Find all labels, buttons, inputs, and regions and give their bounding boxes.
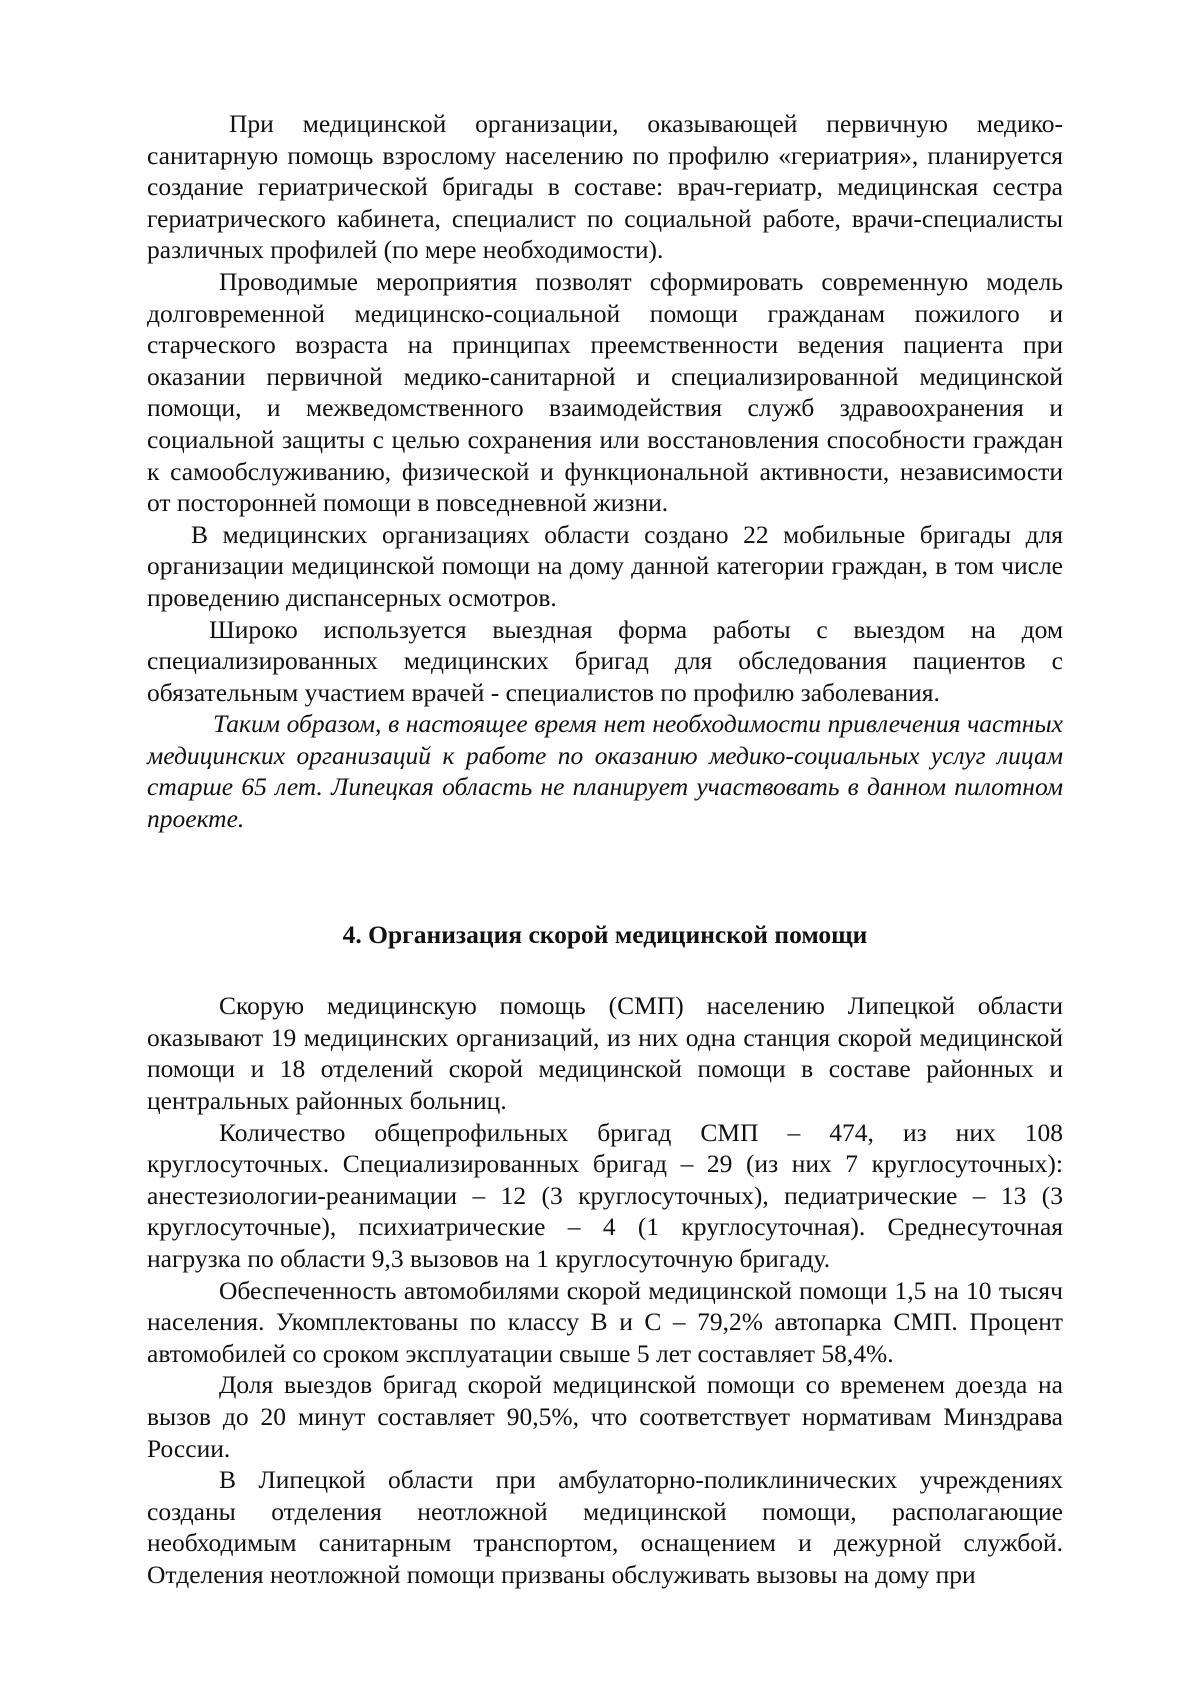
paragraph-field-work: Широко используется выездная форма работы с выездом на дом специализированных медицинских бригад для обследования пациентов с обязательным участием врачей - специалистов по профилю заболевания. bbox=[147, 614, 1063, 707]
paragraph-conclusion: Таким образом, в настоящее время нет необходимости привлечения частных медицинских организаций к работе по оказанию медико-социальных услуг лицам старше 65 лет. Липецкая область не планирует участвовать в данном пилотном проекте. bbox=[147, 709, 1063, 834]
paragraph-geriatric-team: При медицинской организации, оказывающей первичную медико-санитарную помощь взрослому населению по профилю «гериатрия», планируется создание гериатрической бригады в составе: врач-гериатр, медицинская сестра гериатрического кабинета, специалист по социальной работе, врачи-специалисты различных профилей (по мере необходимости). bbox=[147, 109, 1063, 265]
paragraph-ems-response-time: Доля выездов бригад скорой медицинской помощи со временем доезда на вызов до 20 минут составляет 90,5%, что соответствует нормативам Минздрава России. bbox=[147, 1370, 1063, 1463]
paragraph-ems-vehicles: Обеспеченность автомобилями скорой медицинской помощи 1,5 на 10 тысяч населения. Укомплектованы по классу В и С – 79,2% автопарка СМП. Процент автомобилей со сроком эксплуатации свыше 5 лет составляет 58,4%. bbox=[147, 1275, 1063, 1368]
paragraph-mobile-teams: В медицинских организациях области создано 22 мобильные бригады для организации медицинской помощи на дому данной категории граждан, в том числе проведению диспансерных осмотров. bbox=[147, 519, 1063, 612]
document-page bbox=[147, 108, 1063, 1591]
paragraph-ems-teams: Количество общепрофильных бригад СМП – 474, из них 108 круглосуточных. Специализированных бригад – 29 (из них 7 круглосуточных): анестезиологии-реанимации – 12 (3 круглосуточных), педиатрические – 13 (3 круглосуточные), психиатрические – 4 (1 круглосуточная). Среднесуточная нагрузка по области 9,3 вызовов на 1 круглосуточную бригаду. bbox=[147, 1117, 1063, 1273]
paragraph-long-term-care-model: Проводимые мероприятия позволят сформировать современную модель долговременной медицинско-социальной помощи гражданам пожилого и старческого возраста на принципах преемственности ведения пациента при оказании первичной медико-санитарной и специализированной медицинской помощи, и межведомственного взаимодействия служб здравоохранения и социальной защиты с целью сохранения или восстановления способности граждан к самообслуживанию, физической и функциональной активности, независимости от посторонней помощи в повседневной жизни. bbox=[147, 266, 1063, 518]
paragraph-urgent-care-units: В Липецкой области при амбулаторно-поликлинических учреждениях созданы отделения неотложной медицинской помощи, располагающие необходимым санитарным транспортом, оснащением и дежурной службой. Отделения неотложной помощи призваны обслуживать вызовы на дому при bbox=[147, 1465, 1063, 1589]
paragraph-ems-organizations: Скорую медицинскую помощь (СМП) населению Липецкой области оказывают 19 медицинских организаций, из них одна станция скорой медицинской помощи и 18 отделений скорой медицинской помощи в составе районных и центральных районных больниц. bbox=[147, 991, 1063, 1116]
section-heading: 4. Организация скорой медицинской помощи bbox=[342, 919, 868, 949]
